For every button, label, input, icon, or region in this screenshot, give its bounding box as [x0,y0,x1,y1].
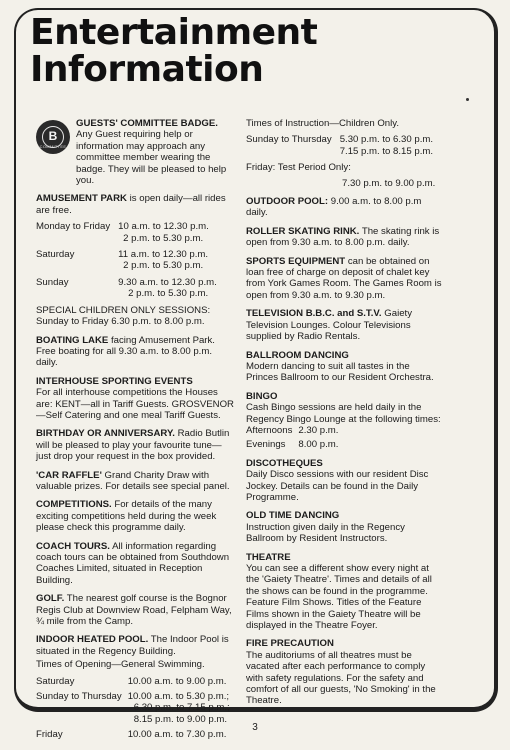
old-time-dancing-section: OLD TIME DANCING Instruction given daily in the Regency Ballroom by Resident Instructors. [246,510,405,545]
amusement-schedule [36,221,217,299]
children-sessions-heading: SPECIAL CHILDREN ONLY SESSIONS: [36,304,211,316]
schedule-row: Sunday 9.30 a.m. to 12.30 p.m. 2 p.m. to 5.30 p.m. [36,276,217,300]
television-section: TELEVISION B.B.C. and S.T.V. Gaiety Television Lounges. Colour Televisions supplied by Radio Rentals. [246,308,412,343]
children-sessions-line: Sunday to Friday 6.30 p.m. to 8.00 p.m. [36,316,205,328]
section-heading: AMUSEMENT PARK [36,193,127,205]
boating-lake-section: BOATING LAKE facing Amusement Park. Free boating for all 9.30 a.m. to 8.00 p.m. daily. [36,334,215,369]
section-text: Any Guest requiring help or information may approach any committee member wearing the badge. They will be pleased to help you. [76,129,227,187]
amusement-park-section [36,193,236,327]
left-column [36,118,236,748]
competitions-section: COMPETITIONS. For details of the many exciting competitions held during the week please check this programme daily. [36,499,217,534]
indoor-pool-section: INDOOR HEATED POOL. The Indoor Pool is situated in the Regency Building. Times of Opening—General Swimming. Saturday 10.00 a.m. to 9.00 p.m. Sunday to Thursday 10.00 a.m. to 5.30 p.m.; 6.30 p.m. to 7.15 p.m.; 8.15 p.m. to 9.00 p.m. Friday 10.00 a.m. to 7.30 p.m. [36,634,230,741]
schedule-row: Sunday to Thursday 5.30 p.m. to 6.30 p.m. 7.15 p.m. to 8.15 p.m. [246,134,434,157]
schedule-row: Afternoons 2.30 p.m. [246,424,339,436]
fire-precaution-section: FIRE PRECAUTION The auditoriums of all theatres must be vacated after each performance to comply with safety regulations. For the safety and comfort of all our guests, 'No Smoking' in the Theatre. [246,638,436,707]
schedule-row: Sunday to Thursday 10.00 a.m. to 5.30 p.m.; 6.30 p.m. to 7.15 p.m.; 8.15 p.m. to 9.00 p.m. [36,691,230,725]
coach-tours-section: COACH TOURS. All information regarding coach tours can be obtained from Southdown Coaches Limited, situated in Reception Building. [36,540,230,586]
outdoor-pool-section: OUTDOOR POOL: 9.00 a.m. to 8.00 p.m daily. [246,196,422,219]
bingo-section: BINGO Cash Bingo sessions are held daily in the Regency Bingo Lounge at the following times: Afternoons 2.30 p.m. Evenings 8.00 p.m. [246,390,441,451]
page-title: Entertainment Information [30,12,318,90]
car-raffle-section: 'CAR RAFFLE' Grand Charity Draw with valuable prizes. For details see special panel. [36,469,230,492]
page-number: 3 [252,722,258,733]
schedule-row: Saturday 10.00 a.m. to 9.00 p.m. [36,675,227,687]
roller-skating-section: ROLLER SKATING RINK. The skating rink is open from 9.30 a.m. to 8.00 p.m. daily. [246,225,440,249]
ballroom-section: BALLROOM DANCING Modern dancing to suit all tastes in the Princes Ballroom to our Resident Orchestra. [246,349,434,384]
schedule-row: Evenings 8.00 p.m. [246,439,339,451]
print-speck [466,98,469,101]
discotheques-section: DISCOTHEQUES Daily Disco sessions with our resident Disc Jockey. Details can be found in the Daily Programme. [246,457,429,503]
interhouse-section: INTERHOUSE SPORTING EVENTS For all interhouse competitions the Houses are: KENT—all in Tariff Guests. GROSVENOR—Self Catering and one meal Tariff Guests. [36,375,234,421]
guests-committee-section [36,118,236,186]
section-heading: GUESTS' COMMITTEE BADGE. [76,118,218,129]
committee-badge-icon: B COMMITTEE [36,120,70,154]
schedule-row: Monday to Friday 10 a.m. to 12.30 p.m. 2 p.m. to 5.30 p.m. [36,221,209,244]
instruction-section: Times of Instruction—Children Only. Sunday to Thursday 5.30 p.m. to 6.30 p.m. 7.15 p.m. to 8.15 p.m. Friday: Test Period Only: 7.30 p.m. to 9.00 p.m. [246,118,436,189]
theatre-section: THEATRE You can see a different show every night at the 'Gaiety Theatre'. Times and details of all the shows can be found in the programme. Feature Film Shows. Titles of the Feature Films shown in the Gaiety Theatre will be displayed in the Theatre Foyer. [246,551,432,632]
schedule-row: Saturday 11 a.m. to 12.30 p.m. 2 p.m. to 5.30 p.m. [36,249,209,272]
right-column [246,118,444,714]
instruction-schedule [246,134,433,157]
bingo-schedule [246,425,338,451]
schedule-row: Friday 10.00 a.m. to 7.30 p.m. [36,729,227,741]
section-text: is open daily—all rides are free. [36,193,226,216]
sports-equipment-section: SPORTS EQUIPMENT can be obtained on loan free of charge on deposit of chalet key from York Games Room. The Games Room is open from 9.30 a.m. to 9.30 p.m. [246,255,442,301]
golf-section: GOLF. The nearest golf course is the Bognor Regis Club at Downview Road, Felpham Way, ¾ mile from the Camp. [36,593,232,628]
birthday-section: BIRTHDAY OR ANNIVERSARY. Radio Butlin will be pleased to play your favourite tune—just drop your request in the box provided. [36,428,230,463]
